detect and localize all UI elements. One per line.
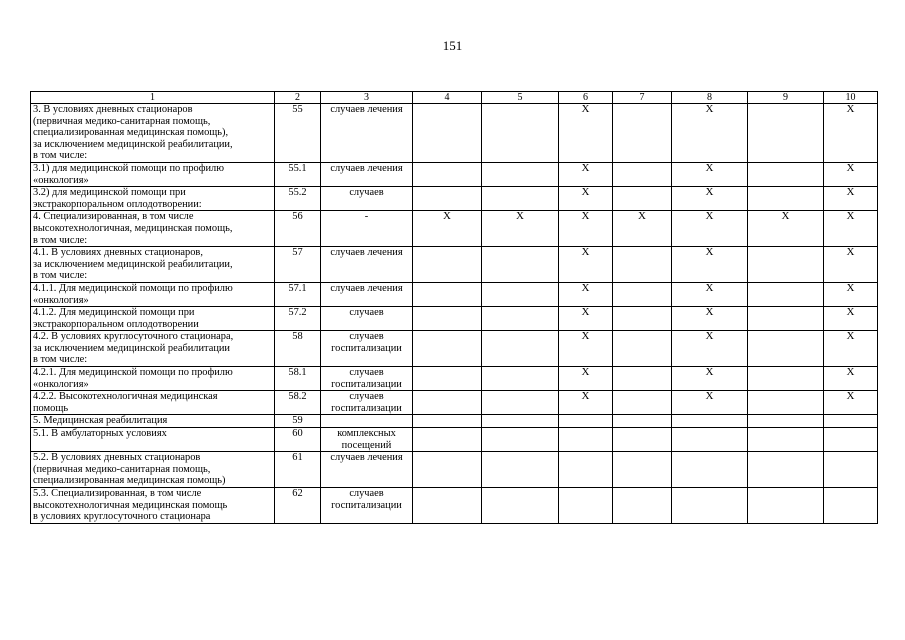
- row-col5-cell: [482, 367, 559, 391]
- row-col10-cell: X: [824, 211, 878, 247]
- row-col6-cell: X: [559, 247, 613, 283]
- column-header: 6: [559, 92, 613, 104]
- row-col7-cell: [613, 247, 672, 283]
- row-col7-cell: [613, 367, 672, 391]
- row-col8-cell: X: [672, 211, 748, 247]
- row-name-cell: 5.1. В амбулаторных условиях: [31, 428, 275, 452]
- row-name-cell: 3.2) для медицинской помощи при экстракорпоральном оплодотворении:: [31, 187, 275, 211]
- row-col5-cell: [482, 162, 559, 186]
- table-row: [31, 367, 878, 391]
- row-col6-cell: X: [559, 104, 613, 163]
- row-code-cell: 58.1: [275, 367, 321, 391]
- row-col8-cell: X: [672, 187, 748, 211]
- column-header: 10: [824, 92, 878, 104]
- row-col10-cell: X: [824, 307, 878, 331]
- row-col4-cell: [413, 415, 482, 428]
- row-unit-cell: случаев госпитализации: [321, 331, 413, 367]
- row-col5-cell: [482, 331, 559, 367]
- row-col4-cell: [413, 367, 482, 391]
- row-col4-cell: [413, 282, 482, 306]
- row-col7-cell: [613, 104, 672, 163]
- column-header: 1: [31, 92, 275, 104]
- row-col5-cell: [482, 247, 559, 283]
- row-col9-cell: [748, 391, 824, 415]
- row-unit-cell: случаев лечения: [321, 452, 413, 488]
- row-col6-cell: X: [559, 331, 613, 367]
- row-col10-cell: X: [824, 104, 878, 163]
- row-col5-cell: [482, 307, 559, 331]
- row-code-cell: 57.2: [275, 307, 321, 331]
- row-col7-cell: [613, 415, 672, 428]
- row-col6-cell: X: [559, 211, 613, 247]
- column-header: 9: [748, 92, 824, 104]
- row-col10-cell: [824, 415, 878, 428]
- row-code-cell: 56: [275, 211, 321, 247]
- row-col8-cell: [672, 428, 748, 452]
- page-number: 151: [442, 38, 463, 53]
- row-name-cell: 4.1.1. Для медицинской помощи по профилю «онкология»: [31, 282, 275, 306]
- row-col5-cell: X: [482, 211, 559, 247]
- row-col9-cell: [748, 187, 824, 211]
- row-col7-cell: [613, 488, 672, 524]
- row-col4-cell: [413, 187, 482, 211]
- row-code-cell: 57.1: [275, 282, 321, 306]
- column-header: 2: [275, 92, 321, 104]
- row-col9-cell: [748, 247, 824, 283]
- row-code-cell: 55.2: [275, 187, 321, 211]
- row-col6-cell: X: [559, 367, 613, 391]
- row-col4-cell: [413, 391, 482, 415]
- table-row: [31, 162, 878, 186]
- row-col10-cell: [824, 428, 878, 452]
- table-row: [31, 187, 878, 211]
- row-name-cell: 4.1. В условиях дневных стационаров, за исключением медицинской реабилитации, в том числе:: [31, 247, 275, 283]
- row-col10-cell: [824, 452, 878, 488]
- row-code-cell: 58: [275, 331, 321, 367]
- row-col7-cell: [613, 452, 672, 488]
- row-name-cell: 4.2.1. Для медицинской помощи по профилю «онкология»: [31, 367, 275, 391]
- row-col6-cell: X: [559, 307, 613, 331]
- row-name-cell: 4. Специализированная, в том числе высокотехнологичная, медицинская помощь, в том числе:: [31, 211, 275, 247]
- row-name-cell: 5.3. Специализированная, в том числе высокотехнологичная медицинская помощь в условиях круглосуточного стационара: [31, 488, 275, 524]
- row-col9-cell: [748, 104, 824, 163]
- row-col7-cell: [613, 187, 672, 211]
- row-col6-cell: [559, 452, 613, 488]
- row-col9-cell: [748, 307, 824, 331]
- table-row: [31, 307, 878, 331]
- table-row: [31, 104, 878, 163]
- row-col8-cell: X: [672, 282, 748, 306]
- row-col9-cell: [748, 415, 824, 428]
- row-unit-cell: случаев лечения: [321, 162, 413, 186]
- row-col8-cell: X: [672, 331, 748, 367]
- table-row: [31, 488, 878, 524]
- row-unit-cell: случаев: [321, 307, 413, 331]
- row-col8-cell: X: [672, 162, 748, 186]
- row-name-cell: 3. В условиях дневных стационаров (первичная медико-санитарная помощь, специализированная медицинская помощь), за исключением медицинской реабилитации, в том числе:: [31, 104, 275, 163]
- column-header: 3: [321, 92, 413, 104]
- table-row: [31, 331, 878, 367]
- row-col6-cell: [559, 415, 613, 428]
- row-col5-cell: [482, 282, 559, 306]
- table-row: [31, 391, 878, 415]
- table-row: [31, 247, 878, 283]
- row-col9-cell: [748, 367, 824, 391]
- row-name-cell: 5.2. В условиях дневных стационаров (первичная медико-санитарная помощь, специализированная медицинская помощь): [31, 452, 275, 488]
- row-col10-cell: X: [824, 187, 878, 211]
- row-col7-cell: [613, 307, 672, 331]
- row-unit-cell: случаев госпитализации: [321, 367, 413, 391]
- row-col8-cell: X: [672, 307, 748, 331]
- row-unit-cell: -: [321, 211, 413, 247]
- row-col4-cell: X: [413, 211, 482, 247]
- row-code-cell: 57: [275, 247, 321, 283]
- row-col9-cell: [748, 282, 824, 306]
- row-col10-cell: X: [824, 367, 878, 391]
- row-col7-cell: [613, 282, 672, 306]
- row-unit-cell: случаев лечения: [321, 247, 413, 283]
- row-code-cell: 61: [275, 452, 321, 488]
- column-header: 7: [613, 92, 672, 104]
- row-col6-cell: [559, 428, 613, 452]
- table-row: [31, 282, 878, 306]
- row-col5-cell: [482, 488, 559, 524]
- row-col4-cell: [413, 247, 482, 283]
- row-unit-cell: случаев: [321, 187, 413, 211]
- row-name-cell: 3.1) для медицинской помощи по профилю «онкология»: [31, 162, 275, 186]
- row-code-cell: 58.2: [275, 391, 321, 415]
- row-col9-cell: [748, 331, 824, 367]
- row-col5-cell: [482, 452, 559, 488]
- row-code-cell: 60: [275, 428, 321, 452]
- row-col8-cell: X: [672, 367, 748, 391]
- row-col10-cell: X: [824, 391, 878, 415]
- row-unit-cell: случаев госпитализации: [321, 488, 413, 524]
- row-name-cell: 4.2.2. Высокотехнологичная медицинская помощь: [31, 391, 275, 415]
- row-code-cell: 62: [275, 488, 321, 524]
- row-col4-cell: [413, 331, 482, 367]
- row-name-cell: 4.1.2. Для медицинской помощи при экстракорпоральном оплодотворении: [31, 307, 275, 331]
- table-row: [31, 415, 878, 428]
- row-col8-cell: [672, 452, 748, 488]
- row-col8-cell: [672, 415, 748, 428]
- row-col5-cell: [482, 104, 559, 163]
- row-col10-cell: X: [824, 247, 878, 283]
- row-col4-cell: [413, 162, 482, 186]
- row-col8-cell: X: [672, 391, 748, 415]
- row-unit-cell: случаев лечения: [321, 282, 413, 306]
- row-col6-cell: X: [559, 391, 613, 415]
- row-col10-cell: [824, 488, 878, 524]
- row-col6-cell: X: [559, 282, 613, 306]
- table-row: [31, 428, 878, 452]
- row-unit-cell: случаев госпитализации: [321, 391, 413, 415]
- row-col10-cell: X: [824, 282, 878, 306]
- row-col9-cell: [748, 452, 824, 488]
- row-col9-cell: X: [748, 211, 824, 247]
- row-name-cell: 5. Медицинская реабилитация: [31, 415, 275, 428]
- column-header: 8: [672, 92, 748, 104]
- row-col8-cell: X: [672, 104, 748, 163]
- row-col10-cell: X: [824, 162, 878, 186]
- row-col9-cell: [748, 488, 824, 524]
- row-col4-cell: [413, 104, 482, 163]
- row-col4-cell: [413, 307, 482, 331]
- row-col9-cell: [748, 162, 824, 186]
- column-header: 5: [482, 92, 559, 104]
- row-name-cell: 4.2. В условиях круглосуточного стационара, за исключением медицинской реабилитации в том числе:: [31, 331, 275, 367]
- row-col7-cell: [613, 162, 672, 186]
- row-col6-cell: [559, 488, 613, 524]
- row-col7-cell: [613, 331, 672, 367]
- row-col4-cell: [413, 452, 482, 488]
- table-body: [31, 104, 878, 524]
- row-code-cell: 59: [275, 415, 321, 428]
- row-col5-cell: [482, 187, 559, 211]
- row-unit-cell: случаев лечения: [321, 104, 413, 163]
- row-col7-cell: X: [613, 211, 672, 247]
- row-code-cell: 55: [275, 104, 321, 163]
- row-col6-cell: X: [559, 162, 613, 186]
- row-col7-cell: [613, 428, 672, 452]
- table-row: [31, 452, 878, 488]
- row-col4-cell: [413, 488, 482, 524]
- row-col10-cell: X: [824, 331, 878, 367]
- report-table: [30, 91, 878, 524]
- row-col5-cell: [482, 415, 559, 428]
- column-header: 4: [413, 92, 482, 104]
- header-row: [31, 92, 878, 104]
- row-col8-cell: [672, 488, 748, 524]
- row-col8-cell: X: [672, 247, 748, 283]
- table-row: [31, 211, 878, 247]
- row-col9-cell: [748, 428, 824, 452]
- row-unit-cell: комплексных посещений: [321, 428, 413, 452]
- row-col6-cell: X: [559, 187, 613, 211]
- row-code-cell: 55.1: [275, 162, 321, 186]
- row-col7-cell: [613, 391, 672, 415]
- row-unit-cell: [321, 415, 413, 428]
- row-col5-cell: [482, 428, 559, 452]
- row-col5-cell: [482, 391, 559, 415]
- row-col4-cell: [413, 428, 482, 452]
